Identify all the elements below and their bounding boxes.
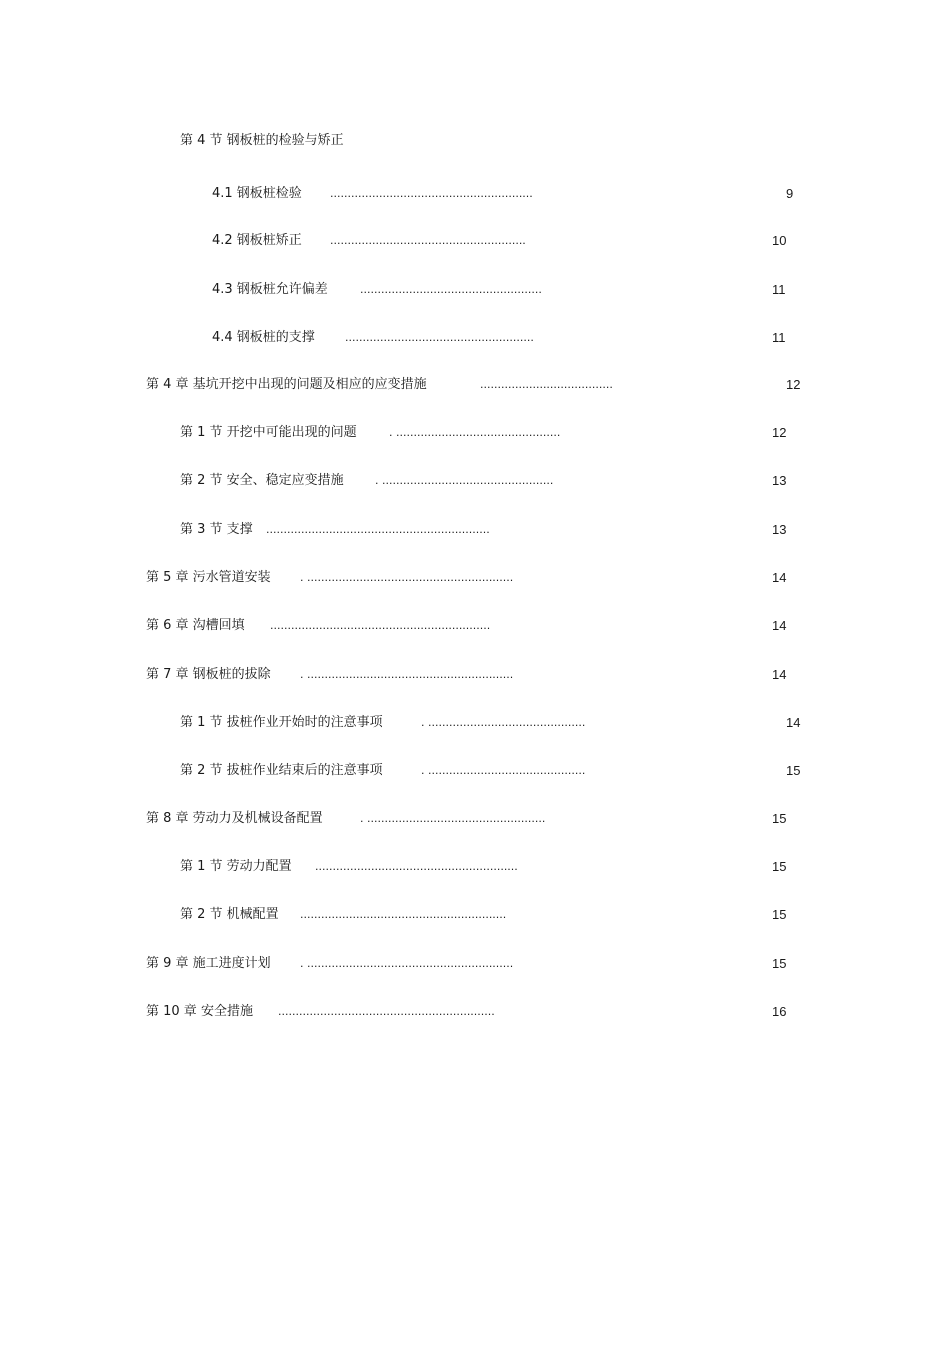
toc-leader-dots: . ............................................... — [389, 426, 561, 439]
toc-page-number: 10 — [772, 233, 787, 248]
toc-page-number: 12 — [786, 377, 801, 392]
toc-entry[interactable] — [0, 471, 950, 491]
toc-label: 第 10 章 安全措施 — [146, 1004, 253, 1019]
toc-leader-dots: ........................................................ — [330, 234, 526, 247]
toc-leader-dots: .......................................................... — [330, 187, 533, 200]
toc-label: 第 8 章 劳动力及机械设备配置 — [146, 811, 323, 826]
toc-label: 4.3 钢板桩允许偏差 — [212, 282, 328, 297]
toc-section-heading — [0, 131, 950, 151]
toc-label: 4.4 钢板桩的支撑 — [212, 330, 315, 345]
toc-page-number: 9 — [786, 186, 794, 201]
toc-label: 第 9 章 施工进度计划 — [146, 956, 271, 971]
toc-label: 第 7 章 钢板桩的拔除 — [146, 667, 271, 682]
toc-entry[interactable] — [0, 761, 950, 781]
toc-leader-dots: . ............................................. — [421, 716, 586, 729]
toc-leader-dots: .............................................................. — [278, 1005, 495, 1018]
toc-label: 第 5 章 污水管道安装 — [146, 570, 271, 585]
toc-entry[interactable] — [0, 280, 950, 300]
toc-label: 第 4 节 钢板桩的检验与矫正 — [180, 133, 344, 148]
toc-leader-dots: . ................................................. — [375, 474, 554, 487]
toc-label: 第 2 节 机械配置 — [180, 907, 279, 922]
toc-label: 4.2 钢板桩矫正 — [212, 233, 302, 248]
toc-page-number: 14 — [786, 715, 801, 730]
toc-page-number: 14 — [772, 667, 787, 682]
toc-label: 第 2 节 安全、稳定应变措施 — [180, 473, 344, 488]
toc-label: 第 1 节 劳动力配置 — [180, 859, 292, 874]
toc-entry[interactable] — [0, 905, 950, 925]
toc-entry[interactable] — [0, 184, 950, 204]
toc-leader-dots: . ........................................................... — [300, 571, 514, 584]
toc-page-number: 12 — [772, 425, 787, 440]
toc-page-number: 13 — [772, 473, 787, 488]
toc-leader-dots: ........................................................... — [300, 908, 507, 921]
toc-label: 第 1 节 开挖中可能出现的问题 — [180, 425, 357, 440]
toc-entry[interactable] — [0, 809, 950, 829]
toc-page-number: 15 — [772, 956, 787, 971]
toc-entry[interactable] — [0, 616, 950, 636]
toc-label: 第 2 节 拔桩作业结束后的注意事项 — [180, 763, 383, 778]
toc-entry[interactable] — [0, 423, 950, 443]
toc-entry[interactable] — [0, 1002, 950, 1022]
toc-page-number: 15 — [772, 811, 787, 826]
toc-leader-dots: . ............................................. — [421, 764, 586, 777]
toc-page-number: 15 — [772, 859, 787, 874]
toc-entry[interactable] — [0, 954, 950, 974]
toc-page-number: 15 — [786, 763, 801, 778]
toc-label: 第 1 节 拔桩作业开始时的注意事项 — [180, 715, 383, 730]
toc-entry[interactable] — [0, 665, 950, 685]
toc-leader-dots: .......................................................... — [315, 860, 518, 873]
toc-label: 第 6 章 沟槽回填 — [146, 618, 245, 633]
toc-page-number: 11 — [772, 330, 786, 345]
toc-leader-dots: . ........................................................... — [300, 957, 514, 970]
toc-leader-dots: . ........................................................... — [300, 668, 514, 681]
toc-page-number: 13 — [772, 522, 787, 537]
toc-label: 第 3 节 支撑 — [180, 522, 253, 537]
toc-page-number: 11 — [772, 282, 786, 297]
toc-leader-dots: ...................................................... — [345, 331, 534, 344]
toc-leader-dots: .................................................... — [360, 283, 542, 296]
toc-leader-dots: . ................................................... — [360, 812, 546, 825]
toc-entry[interactable] — [0, 375, 950, 395]
toc-page-number: 14 — [772, 570, 787, 585]
toc-page-number: 14 — [772, 618, 787, 633]
toc-page-number: 15 — [772, 907, 787, 922]
toc-leader-dots: ............................................................... — [270, 619, 491, 632]
toc-entry[interactable] — [0, 568, 950, 588]
toc-entry[interactable] — [0, 520, 950, 540]
toc-entry[interactable] — [0, 857, 950, 877]
toc-label: 4.1 钢板桩检验 — [212, 186, 302, 201]
toc-label: 第 4 章 基坑开挖中出现的问题及相应的应变措施 — [146, 377, 427, 392]
toc-leader-dots: ................................................................ — [266, 523, 490, 536]
toc-leader-dots: ...................................... — [480, 378, 613, 391]
toc-entry[interactable] — [0, 328, 950, 348]
toc-page-number: 16 — [772, 1004, 787, 1019]
toc-entry[interactable] — [0, 713, 950, 733]
toc-entry[interactable] — [0, 231, 950, 251]
